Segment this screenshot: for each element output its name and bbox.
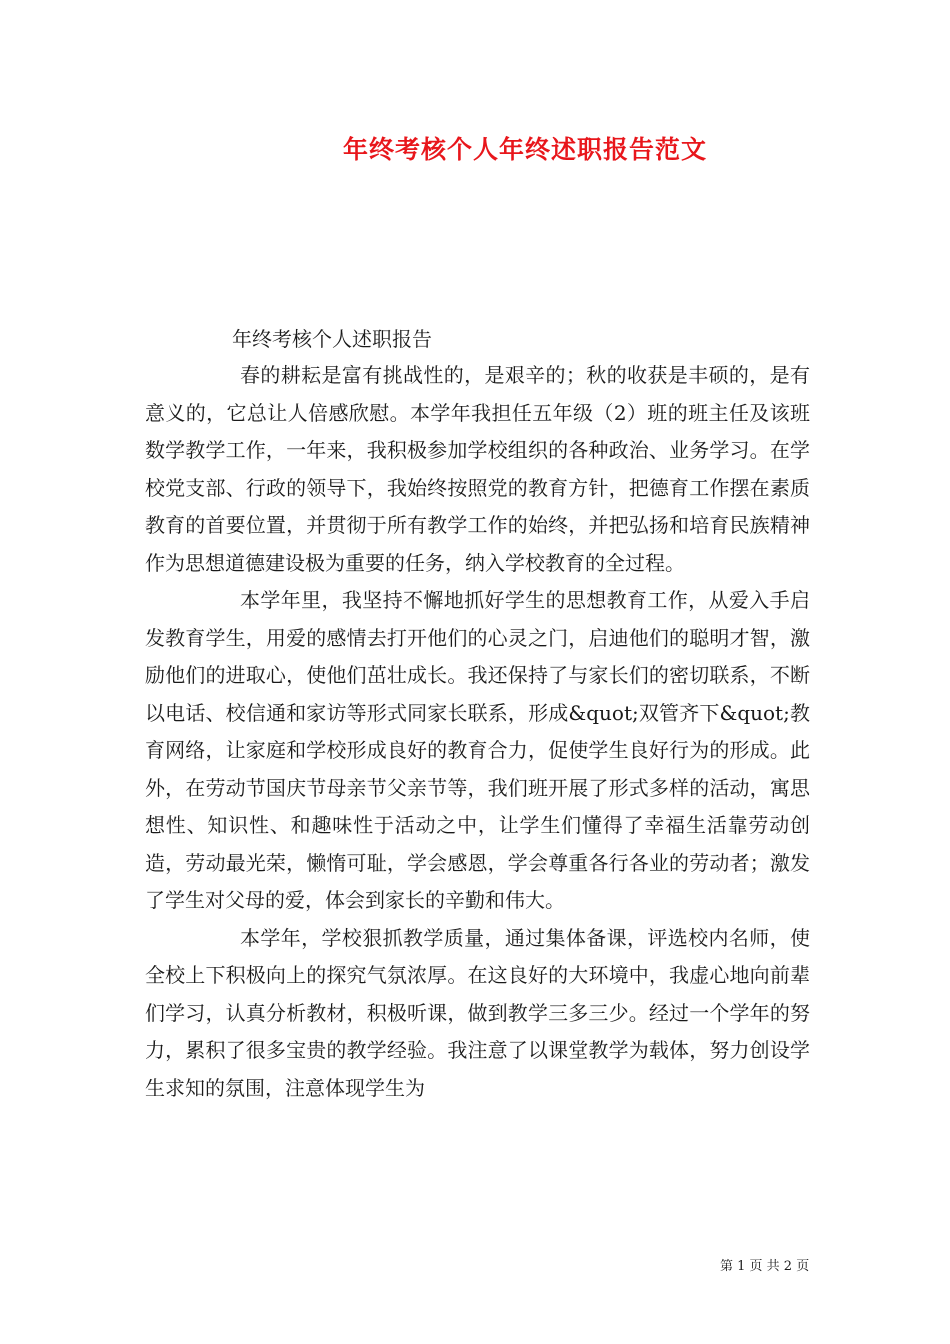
paragraph: 本学年里，我坚持不懈地抓好学生的思想教育工作，从爱入手启发教育学生，用爱的感情去打开他们的心灵之门，启迪他们的聪明才智，激励他们的进取心，使他们茁壮成长。我还保持了与家长们的密切联系，不断以电话、校信通和家访等形式同家长联系，形成&quot;双管齐下&quot;教育网络，让家庭和学校形成良好的教育合力，促使学生良好行为的形成。此外，在劳动节国庆节母亲节父亲节等，我们班开展了形式多样的活动，寓思想性、知识性、和趣味性于活动之中，让学生们懂得了幸福生活靠劳动创造，劳动最光荣，懒惰可耻，学会感恩，学会尊重各行各业的劳动者；激发了学生对父母的爱，体会到家长的辛勤和伟大。 — [145, 588, 810, 912]
document-body — [145, 357, 810, 1107]
page-number: 第 1 页 共 2 页 — [720, 1259, 810, 1274]
document-title: 年终考核个人年终述职报告范文 — [342, 135, 707, 164]
paragraph: 春的耕耘是富有挑战性的，是艰辛的；秋的收获是丰硕的，是有意义的，它总让人倍感欣慰。本学年我担任五年级（2）班的班主任及该班数学教学工作，一年来，我积极参加学校组织的各种政治、业务学习。在学校党支部、行政的领导下，我始终按照党的教育方针，把德育工作摆在素质教育的首要位置，并贯彻于所有教学工作的始终，并把弘扬和培育民族精神作为思想道德建设极为重要的任务，纳入学校教育的全过程。 — [145, 363, 810, 575]
document-subtitle: 年终考核个人述职报告 — [232, 327, 432, 351]
paragraph: 本学年，学校狠抓教学质量，通过集体备课，评选校内名师，使全校上下积极向上的探究气氛浓厚。在这良好的大环境中，我虚心地向前辈们学习，认真分析教材，积极听课，做到教学三多三少。经过一个学年的努力，累积了很多宝贵的教学经验。我注意了以课堂教学为载体，努力创设学生求知的氛围，注意体现学生为 — [145, 925, 810, 1100]
